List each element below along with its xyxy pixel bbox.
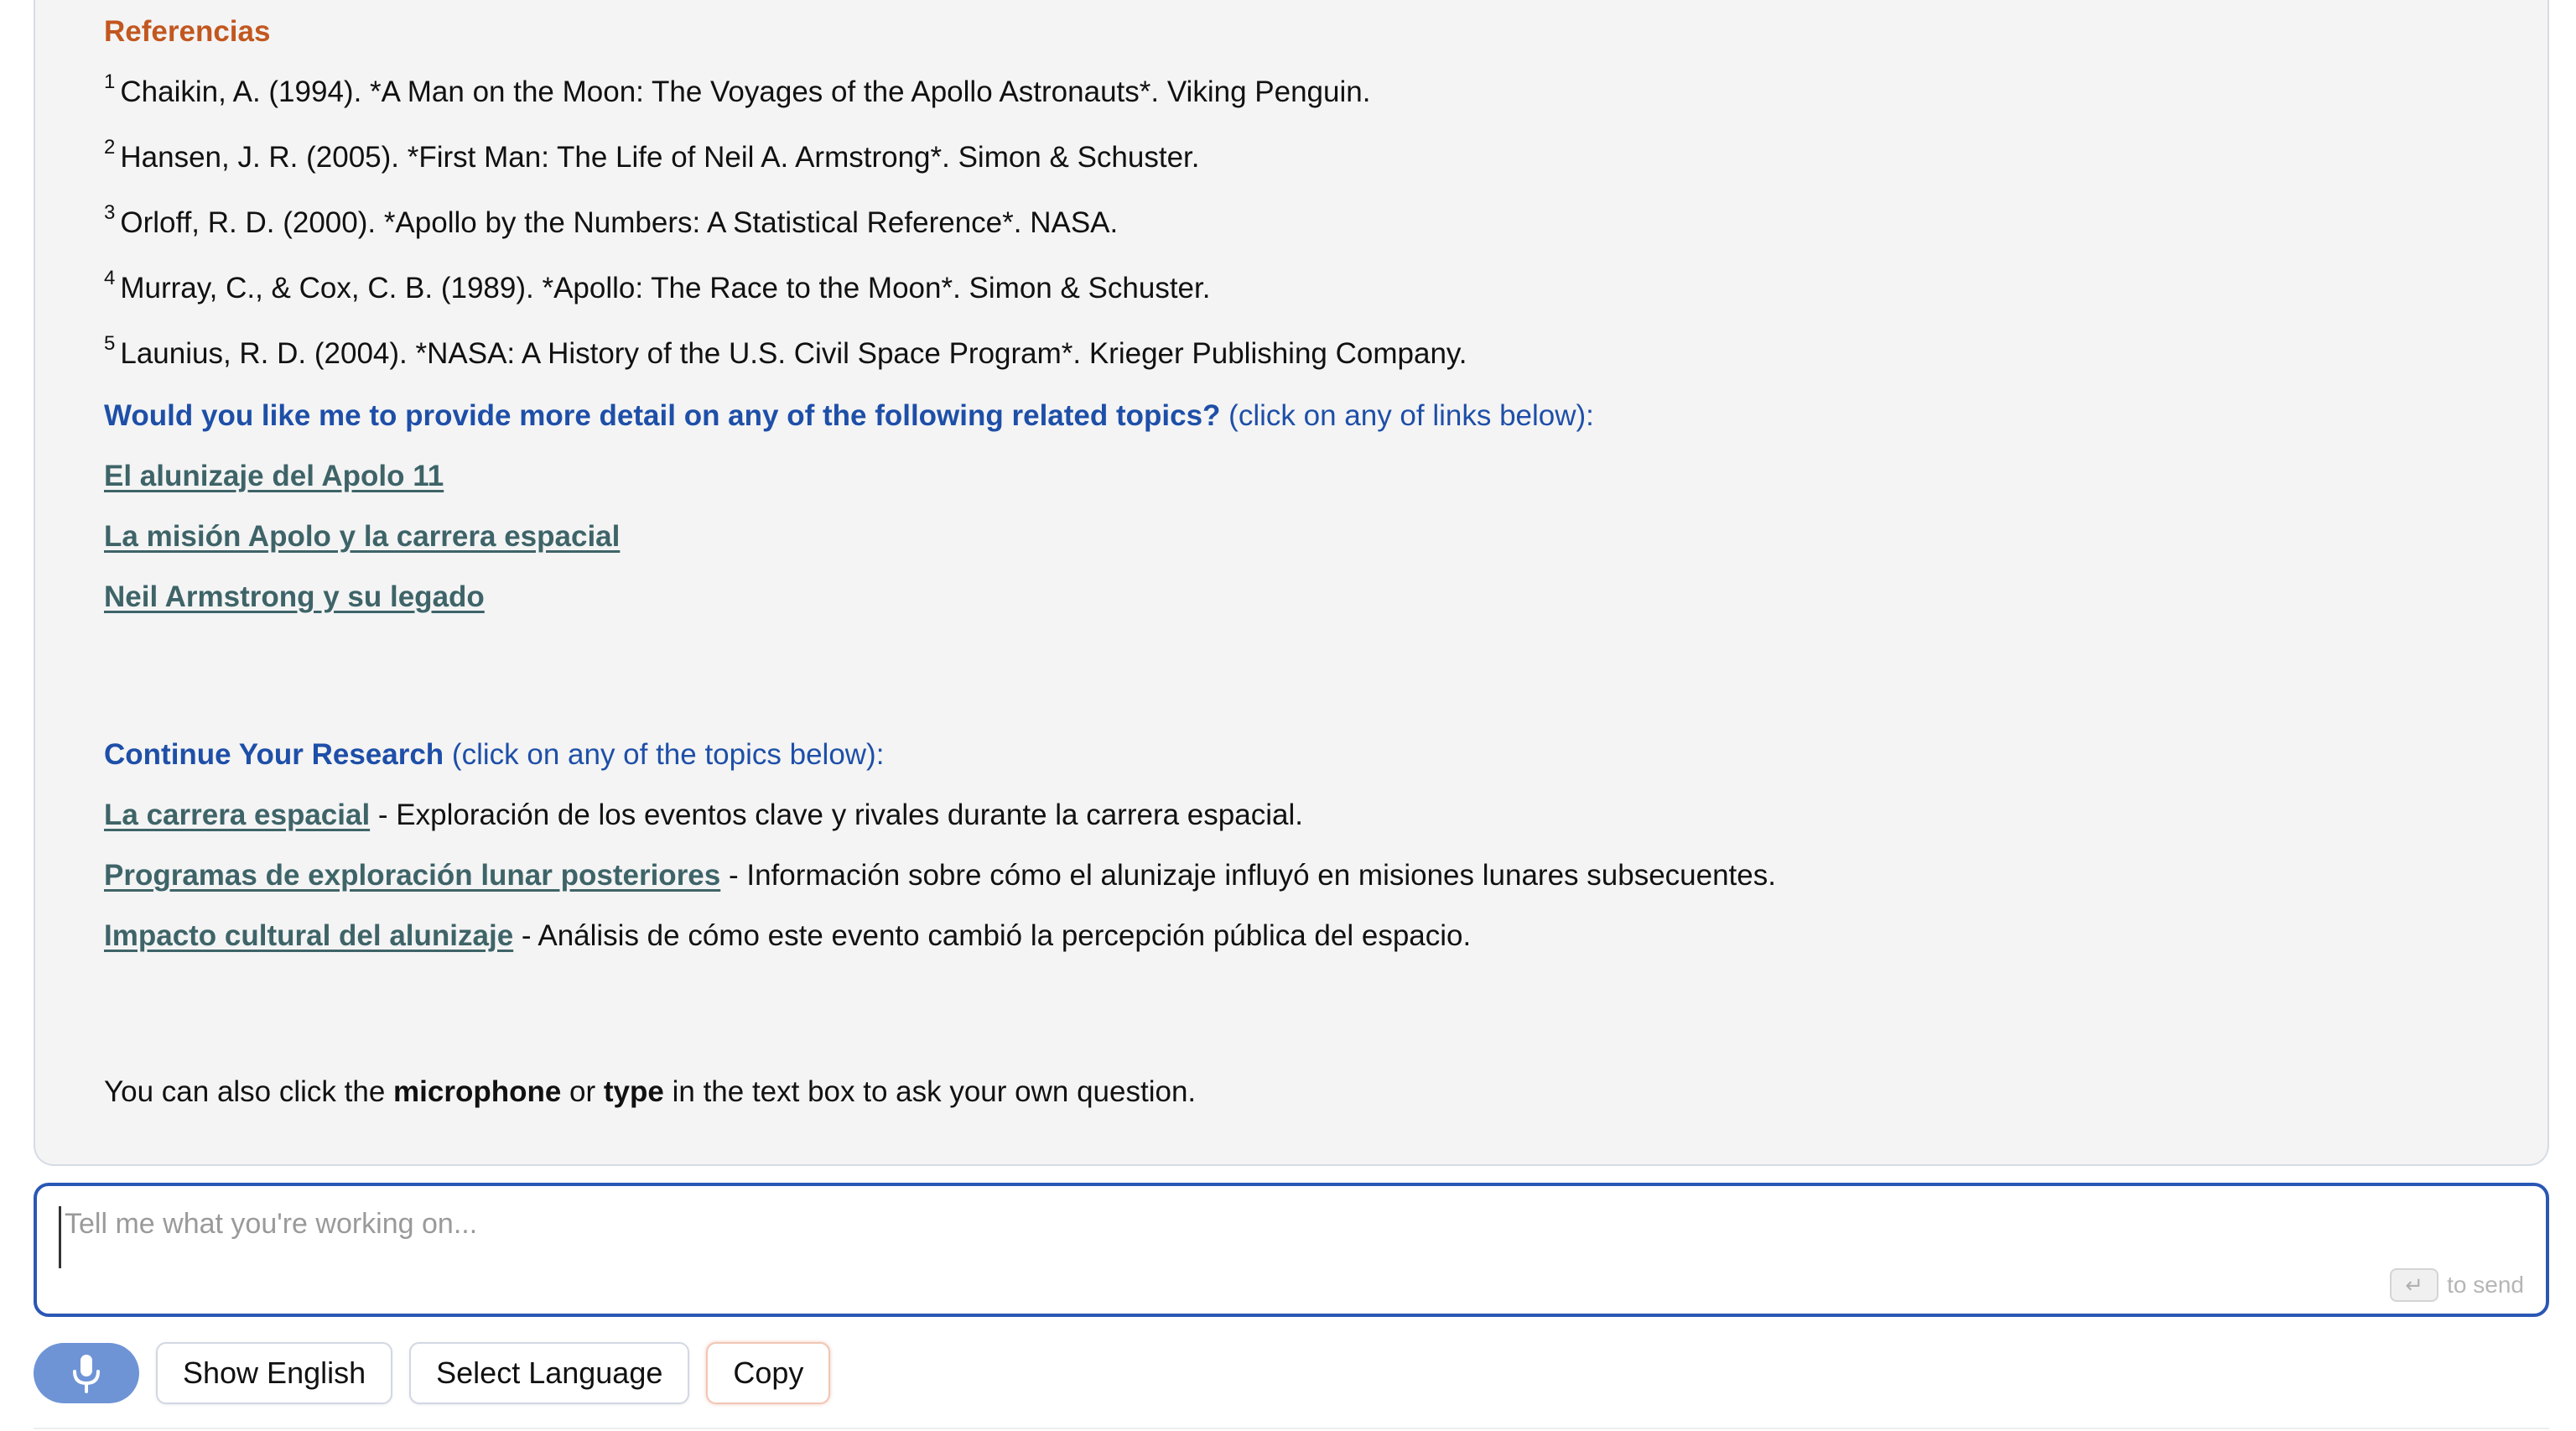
microphone-button[interactable]	[34, 1343, 139, 1403]
related-topic-link[interactable]: Neil Armstrong y su legado	[104, 580, 485, 613]
tip-type: type	[603, 1075, 664, 1108]
research-topic-desc: - Información sobre cómo el alunizaje influyó en misiones lunares subsecuentes.	[720, 859, 1776, 892]
reference-number: 1	[104, 70, 116, 93]
reference-number: 4	[104, 267, 116, 289]
research-topic-row	[104, 919, 1471, 953]
reference-item	[104, 267, 1211, 305]
research-topic-link[interactable]: La carrera espacial	[104, 799, 371, 831]
microphone-icon	[70, 1353, 103, 1393]
reference-number: 2	[104, 136, 116, 159]
reference-text: Chaikin, A. (1994). *A Man on the Moon: The Voyages of the Apollo Astronauts*. Viking Penguin.	[120, 75, 1371, 108]
related-topic-link[interactable]: El alunizaje del Apolo 11	[104, 460, 444, 492]
reference-text: Hansen, J. R. (2005). *First Man: The Life of Neil A. Armstrong*. Simon & Schuster.	[120, 141, 1200, 174]
reference-text: Orloff, R. D. (2000). *Apollo by the Numbers: A Statistical Reference*. NASA.	[120, 206, 1119, 239]
research-topic-link[interactable]: Impacto cultural del alunizaje	[104, 919, 514, 952]
reference-text: Launius, R. D. (2004). *NASA: A History of the U.S. Civil Space Program*. Krieger Publishing Company.	[120, 337, 1467, 370]
input-tip	[104, 1075, 1196, 1109]
tip-post: in the text box to ask your own question.	[663, 1075, 1197, 1108]
continue-research-heading	[104, 738, 884, 772]
tip-mid: or	[561, 1075, 604, 1108]
reference-item	[104, 136, 1200, 174]
research-topic-row	[104, 799, 1303, 832]
research-topic-desc: - Exploración de los eventos clave y rivales durante la carrera espacial.	[370, 799, 1303, 831]
reference-item	[104, 332, 1467, 371]
input-toolbar	[34, 1342, 830, 1404]
enter-key-icon: ↵	[2390, 1268, 2438, 1302]
select-language-button[interactable]: Select Language	[409, 1342, 689, 1404]
message-input[interactable]	[59, 1206, 2524, 1268]
related-topics-hint: (click on any of links below):	[1228, 399, 1594, 432]
related-topics-heading	[104, 399, 1594, 433]
reference-number: 3	[104, 201, 116, 224]
continue-research-hint: (click on any of the topics below):	[451, 738, 885, 771]
reference-item	[104, 201, 1119, 240]
references-title: Referencias	[104, 15, 271, 48]
tip-microphone: microphone	[393, 1075, 562, 1108]
continue-research-title: Continue Your Research	[104, 738, 444, 771]
reference-number: 5	[104, 332, 116, 355]
copy-button[interactable]: Copy	[706, 1342, 830, 1404]
related-topic-link[interactable]: La misión Apolo y la carrera espacial	[104, 520, 621, 553]
tip-pre: You can also click the	[104, 1075, 394, 1108]
send-hint-label: to send	[2447, 1272, 2524, 1298]
reference-text: Murray, C., & Cox, C. B. (1989). *Apollo: The Race to the Moon*. Simon & Schuster.	[120, 272, 1211, 304]
chat-response-panel	[34, 0, 2549, 1166]
related-topics-question: Would you like me to provide more detail on any of the following related topics?	[104, 399, 1221, 432]
research-topic-row	[104, 859, 1776, 892]
show-english-button[interactable]: Show English	[156, 1342, 392, 1404]
reference-item	[104, 70, 1371, 109]
message-input-box[interactable]	[34, 1183, 2549, 1317]
send-hint	[2390, 1268, 2524, 1302]
research-topic-link[interactable]: Programas de exploración lunar posteriores	[104, 859, 721, 892]
research-topic-desc: - Análisis de cómo este evento cambió la percepción pública del espacio.	[513, 919, 1472, 952]
divider	[34, 1428, 2549, 1429]
